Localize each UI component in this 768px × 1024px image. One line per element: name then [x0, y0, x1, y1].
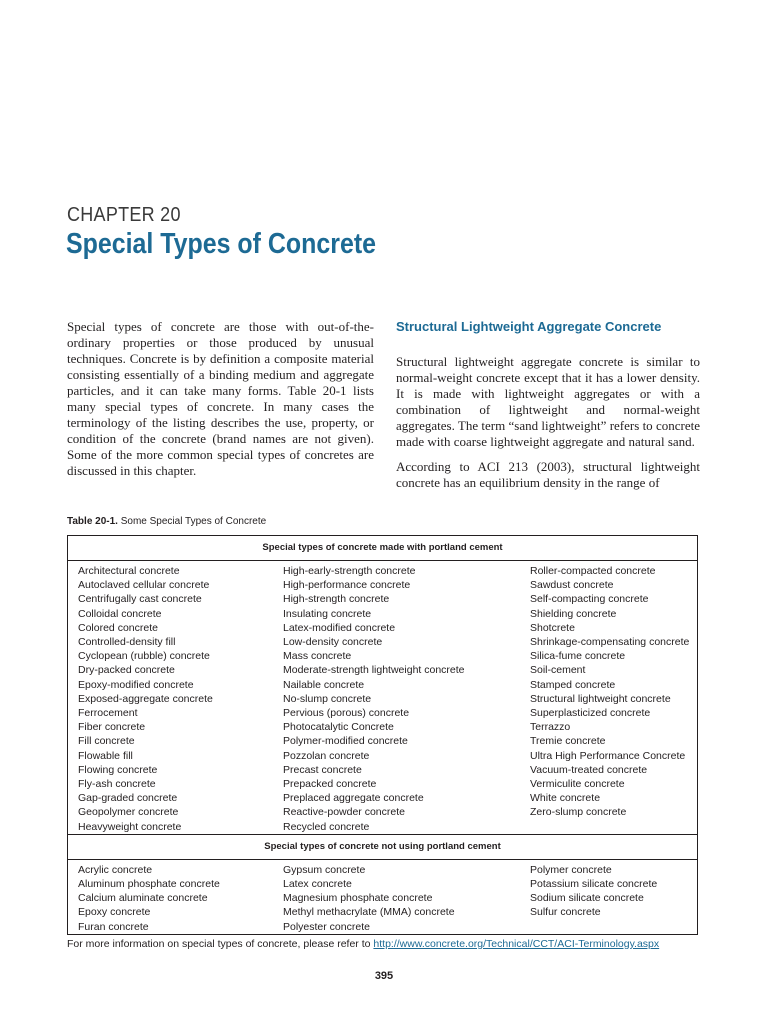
- table-cell: Methyl methacrylate (MMA) concrete: [283, 906, 455, 919]
- table-cell: Roller-compacted concrete: [530, 565, 656, 577]
- table-cell: Gypsum concrete: [283, 863, 366, 876]
- table-group-body: [68, 860, 697, 934]
- table-cell: Calcium aluminate concrete: [78, 892, 208, 905]
- table-cell: Zero-slump concrete: [530, 806, 627, 819]
- table-cell: Ferrocement: [78, 707, 138, 720]
- table-cell: High-early-strength concrete: [283, 565, 416, 577]
- table-cell: Fly-ash concrete: [78, 778, 156, 791]
- table-cell: Gap-graded concrete: [78, 792, 178, 805]
- table-cell: Polymer-modified concrete: [283, 735, 408, 748]
- table-cell: Ultra High Performance Concrete: [530, 749, 686, 762]
- table-cell: Latex-modified concrete: [283, 621, 396, 634]
- table-cell: Cyclopean (rubble) concrete: [78, 650, 210, 663]
- table-cell: Pervious (porous) concrete: [283, 707, 410, 720]
- table-cell: Polymer concrete: [530, 863, 612, 876]
- table-cell: Prepacked concrete: [283, 778, 377, 791]
- table-column: [530, 564, 690, 834]
- table-column: [283, 564, 530, 834]
- table-cell: Aluminum phosphate concrete: [78, 878, 220, 891]
- table-cell: Vermiculite concrete: [530, 778, 625, 791]
- table-cell: Sodium silicate concrete: [530, 892, 644, 905]
- table-cell: Fiber concrete: [78, 721, 146, 734]
- table-cell: Pozzolan concrete: [283, 749, 370, 762]
- table-cell: Exposed-aggregate concrete: [78, 692, 213, 705]
- table-caption-text: Some Special Types of Concrete: [120, 516, 267, 527]
- table-cell: Flowable fill: [78, 749, 133, 762]
- chapter-label: CHAPTER 20: [67, 204, 181, 226]
- table-cell: Colored concrete: [78, 621, 158, 634]
- table-cell: Precast concrete: [283, 763, 362, 776]
- table-cell: Fill concrete: [78, 735, 135, 748]
- table-cell: Geopolymer concrete: [78, 806, 179, 819]
- table-cell: Tremie concrete: [530, 735, 606, 748]
- table-cell: Latex concrete: [283, 878, 352, 891]
- section-paragraph-1: Structural lightweight aggregate concrete is similar to normal-weight concrete except that it has a lower density. It is made with lightweight aggregates or with a combination of lightweight and normal-weight aggregates. The term “sand lightweight” refers to concrete made with coarse lightweight aggregate and natural sand.: [396, 354, 700, 449]
- table-cell: Mass concrete: [283, 650, 352, 663]
- table-column: [78, 564, 283, 834]
- table-column: [283, 863, 530, 934]
- special-concrete-table: [67, 535, 698, 935]
- table-cell: Stamped concrete: [530, 678, 616, 691]
- table-cell: Magnesium phosphate concrete: [283, 892, 433, 905]
- table-cell: Terrazzo: [530, 721, 571, 734]
- table-cell: Nailable concrete: [283, 678, 365, 691]
- table-group-heading: Special types of concrete not using portland cement: [68, 834, 697, 860]
- table-cell: Sulfur concrete: [530, 906, 601, 919]
- table-group-heading: Special types of concrete made with portland cement: [68, 536, 697, 561]
- table-cell: Architectural concrete: [78, 565, 180, 577]
- table-cell: Epoxy-modified concrete: [78, 678, 194, 691]
- table-cell: Moderate-strength lightweight concrete: [283, 664, 465, 677]
- table-cell: Furan concrete: [78, 920, 149, 933]
- table-cell: Structural lightweight concrete: [530, 692, 671, 705]
- page-number: 395: [374, 970, 394, 982]
- table-cell: Superplasticized concrete: [530, 707, 651, 720]
- intro-paragraph: Special types of concrete are those with out-of-the-ordinary properties or those produced by unusual techniques. Concrete is by definition a composite material consisting essentially of a binding medium and aggregate particles, and it can take many forms. Table 20-1 lists many special types of concrete. In many cases the terminology of the listing describes the use, property, or condition of the concrete (brand names are not given). Some of the more common special types of concretes are discussed in this chapter.: [67, 319, 374, 478]
- table-cell: Reactive-powder concrete: [283, 806, 405, 819]
- table-cell: White concrete: [530, 792, 601, 805]
- table-footnote: [67, 938, 659, 950]
- table-cell: Epoxy concrete: [78, 906, 151, 919]
- table-cell: Potassium silicate concrete: [530, 878, 658, 891]
- table-cell: Insulating concrete: [283, 607, 372, 620]
- table-cell: Heavyweight concrete: [78, 820, 182, 833]
- table-cell: Shielding concrete: [530, 607, 617, 620]
- table-cell: Controlled-density fill: [78, 636, 176, 649]
- table-cell: Shotcrete: [530, 621, 575, 634]
- table-cell: Silica-fume concrete: [530, 650, 626, 663]
- table-cell: Colloidal concrete: [78, 607, 162, 620]
- table-cell: Low-density concrete: [283, 636, 383, 649]
- table-cell: Vacuum-treated concrete: [530, 763, 648, 776]
- table-cell: Flowing concrete: [78, 763, 158, 776]
- footnote-text: For more information on special types of concrete, please refer to: [67, 938, 371, 950]
- intro-column: [67, 319, 374, 479]
- table-cell: High-performance concrete: [283, 579, 411, 592]
- table-cell: Soil-cement: [530, 664, 586, 677]
- table-cell: High-strength concrete: [283, 593, 390, 606]
- table-cell: Polyester concrete: [283, 920, 370, 933]
- table-cell: Sawdust concrete: [530, 579, 614, 592]
- table-column: [530, 863, 690, 934]
- table-cell: Self-compacting concrete: [530, 593, 649, 606]
- table-caption-label: Table 20-1.: [67, 516, 118, 527]
- table-group-body: [68, 561, 697, 834]
- chapter-title: Special Types of Concrete: [66, 228, 377, 260]
- table-cell: Recycled concrete: [283, 820, 370, 833]
- table-cell: Acrylic concrete: [78, 863, 153, 876]
- table-cell: Preplaced aggregate concrete: [283, 792, 424, 805]
- table-cell: Dry-packed concrete: [78, 664, 175, 677]
- section-column: [396, 319, 700, 491]
- table-cell: Centrifugally cast concrete: [78, 593, 202, 606]
- table-cell: No-slump concrete: [283, 692, 372, 705]
- section-heading: Structural Lightweight Aggregate Concrete: [396, 319, 662, 334]
- table-column: [78, 863, 283, 934]
- terminology-link[interactable]: http://www.concrete.org/Technical/CCT/ACI-Terminology.aspx: [373, 938, 660, 950]
- table-cell: Autoclaved cellular concrete: [78, 579, 210, 592]
- table-cell: Photocatalytic Concrete: [283, 721, 394, 734]
- table-cell: Shrinkage-compensating concrete: [530, 636, 690, 649]
- section-paragraph-2: According to ACI 213 (2003), structural lightweight concrete has an equilibrium density in the range of: [396, 459, 700, 490]
- table-caption: [67, 516, 266, 527]
